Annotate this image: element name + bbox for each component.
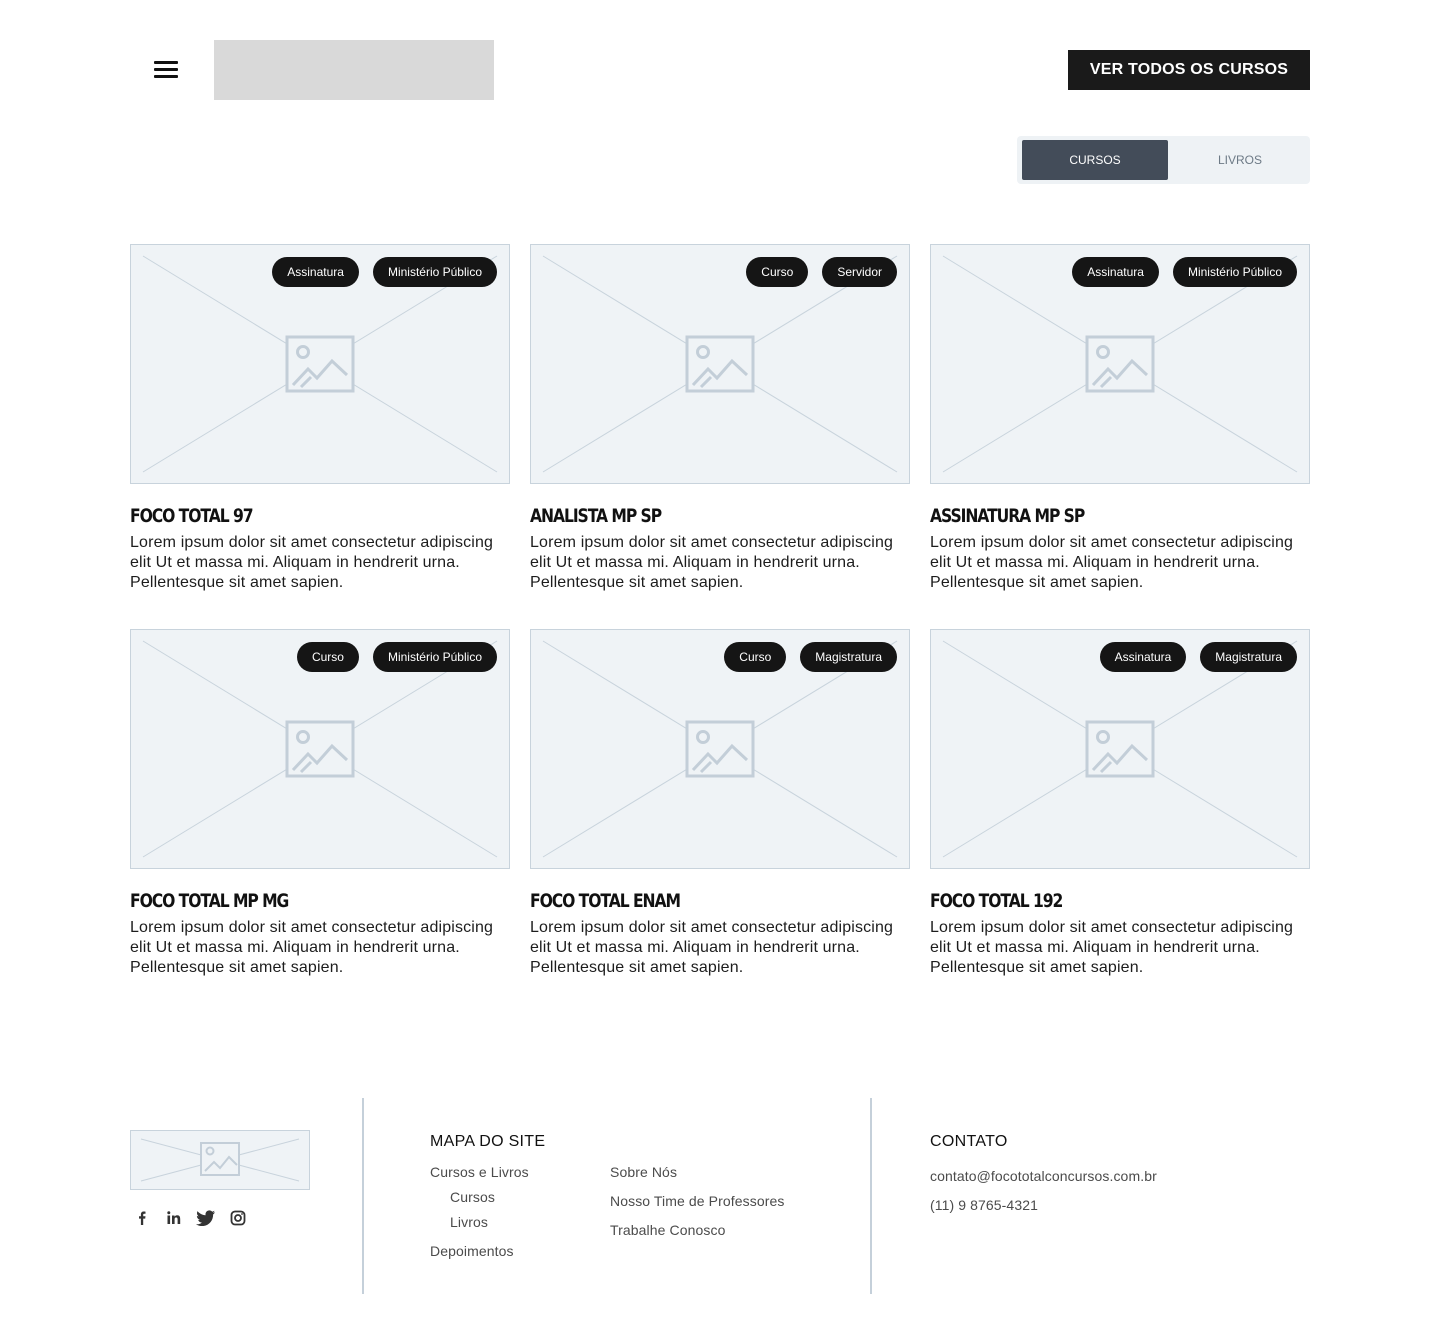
- sitemap-link-professores[interactable]: Nosso Time de Professores: [610, 1193, 785, 1209]
- course-image-placeholder[interactable]: [930, 629, 1310, 869]
- category-tag: Curso: [746, 257, 808, 287]
- contact-heading: CONTATO: [930, 1133, 1008, 1150]
- course-image-placeholder[interactable]: [930, 244, 1310, 484]
- tab-livros[interactable]: LIVROS: [1217, 153, 1262, 167]
- course-description: Lorem ipsum dolor sit amet consectetur adipiscing elit Ut et massa mi. Aliquam in hendrerit urna. Pellentesque sit amet sapien.: [530, 919, 894, 976]
- footer-divider: [362, 1098, 364, 1294]
- course-title[interactable]: FOCO TOTAL 97: [130, 505, 253, 527]
- category-tag: Ministério Público: [1173, 257, 1297, 287]
- course-image-placeholder[interactable]: [530, 629, 910, 869]
- footer-logo-placeholder[interactable]: [130, 1130, 310, 1190]
- sitemap-link-trabalhe[interactable]: Trabalhe Conosco: [610, 1222, 726, 1238]
- card-tags: [297, 642, 497, 672]
- category-tag: Assinatura: [1100, 642, 1187, 672]
- course-title[interactable]: FOCO TOTAL 192: [930, 890, 1063, 912]
- course-description: Lorem ipsum dolor sit amet consectetur adipiscing elit Ut et massa mi. Aliquam in hendrerit urna. Pellentesque sit amet sapien.: [530, 534, 894, 591]
- sitemap-link-cursos-livros[interactable]: Cursos e Livros: [430, 1164, 529, 1180]
- category-tag: Curso: [724, 642, 786, 672]
- logo-placeholder[interactable]: [214, 40, 494, 100]
- category-tag: Curso: [297, 642, 359, 672]
- sitemap-link-livros[interactable]: Livros: [450, 1214, 488, 1230]
- hamburger-menu-icon[interactable]: [146, 54, 186, 86]
- category-tag: Assinatura: [1072, 257, 1159, 287]
- contact-email-link[interactable]: contato@focototalconcursos.com.br: [930, 1168, 1157, 1184]
- card-tags: [1100, 642, 1297, 672]
- course-card[interactable]: [130, 244, 510, 593]
- footer-divider: [870, 1098, 872, 1294]
- card-tags: [746, 257, 897, 287]
- contact-phone[interactable]: (11) 9 8765-4321: [930, 1197, 1038, 1213]
- course-card[interactable]: [530, 244, 910, 593]
- content-type-toggle: [1017, 136, 1310, 184]
- course-card[interactable]: [930, 244, 1310, 593]
- sitemap-link-depoimentos[interactable]: Depoimentos: [430, 1243, 514, 1259]
- course-card[interactable]: [530, 629, 910, 978]
- tab-cursos[interactable]: CURSOS: [1022, 140, 1168, 180]
- category-tag: Assinatura: [272, 257, 359, 287]
- category-tag: Magistratura: [800, 642, 897, 672]
- sitemap-link-cursos[interactable]: Cursos: [450, 1189, 495, 1205]
- course-title[interactable]: ANALISTA MP SP: [530, 505, 662, 527]
- course-title[interactable]: FOCO TOTAL MP MG: [130, 890, 289, 912]
- course-image-placeholder[interactable]: [530, 244, 910, 484]
- course-image-placeholder[interactable]: [130, 629, 510, 869]
- course-description: Lorem ipsum dolor sit amet consectetur adipiscing elit Ut et massa mi. Aliquam in hendrerit urna. Pellentesque sit amet sapien.: [930, 534, 1294, 591]
- view-all-courses-button[interactable]: VER TODOS OS CURSOS: [1068, 50, 1310, 90]
- instagram-icon[interactable]: [226, 1206, 250, 1230]
- course-description: Lorem ipsum dolor sit amet consectetur adipiscing elit Ut et massa mi. Aliquam in hendrerit urna. Pellentesque sit amet sapien.: [130, 534, 494, 591]
- card-tags: [272, 257, 497, 287]
- card-tags: [724, 642, 897, 672]
- course-image-placeholder[interactable]: [130, 244, 510, 484]
- sitemap-link-sobre[interactable]: Sobre Nós: [610, 1164, 678, 1180]
- category-tag: Magistratura: [1200, 642, 1297, 672]
- course-card[interactable]: [930, 629, 1310, 978]
- category-tag: Ministério Público: [373, 257, 497, 287]
- facebook-icon[interactable]: [130, 1206, 154, 1230]
- course-description: Lorem ipsum dolor sit amet consectetur adipiscing elit Ut et massa mi. Aliquam in hendrerit urna. Pellentesque sit amet sapien.: [130, 919, 494, 976]
- category-tag: Servidor: [822, 257, 897, 287]
- category-tag: Ministério Público: [373, 642, 497, 672]
- course-title[interactable]: ASSINATURA MP SP: [930, 505, 1085, 527]
- linkedin-icon[interactable]: [162, 1206, 186, 1230]
- sitemap-heading: MAPA DO SITE: [430, 1133, 546, 1150]
- course-title[interactable]: FOCO TOTAL ENAM: [530, 890, 680, 912]
- course-description: Lorem ipsum dolor sit amet consectetur adipiscing elit Ut et massa mi. Aliquam in hendrerit urna. Pellentesque sit amet sapien.: [930, 919, 1294, 976]
- card-tags: [1072, 257, 1297, 287]
- course-card[interactable]: [130, 629, 510, 978]
- twitter-icon[interactable]: [194, 1206, 218, 1230]
